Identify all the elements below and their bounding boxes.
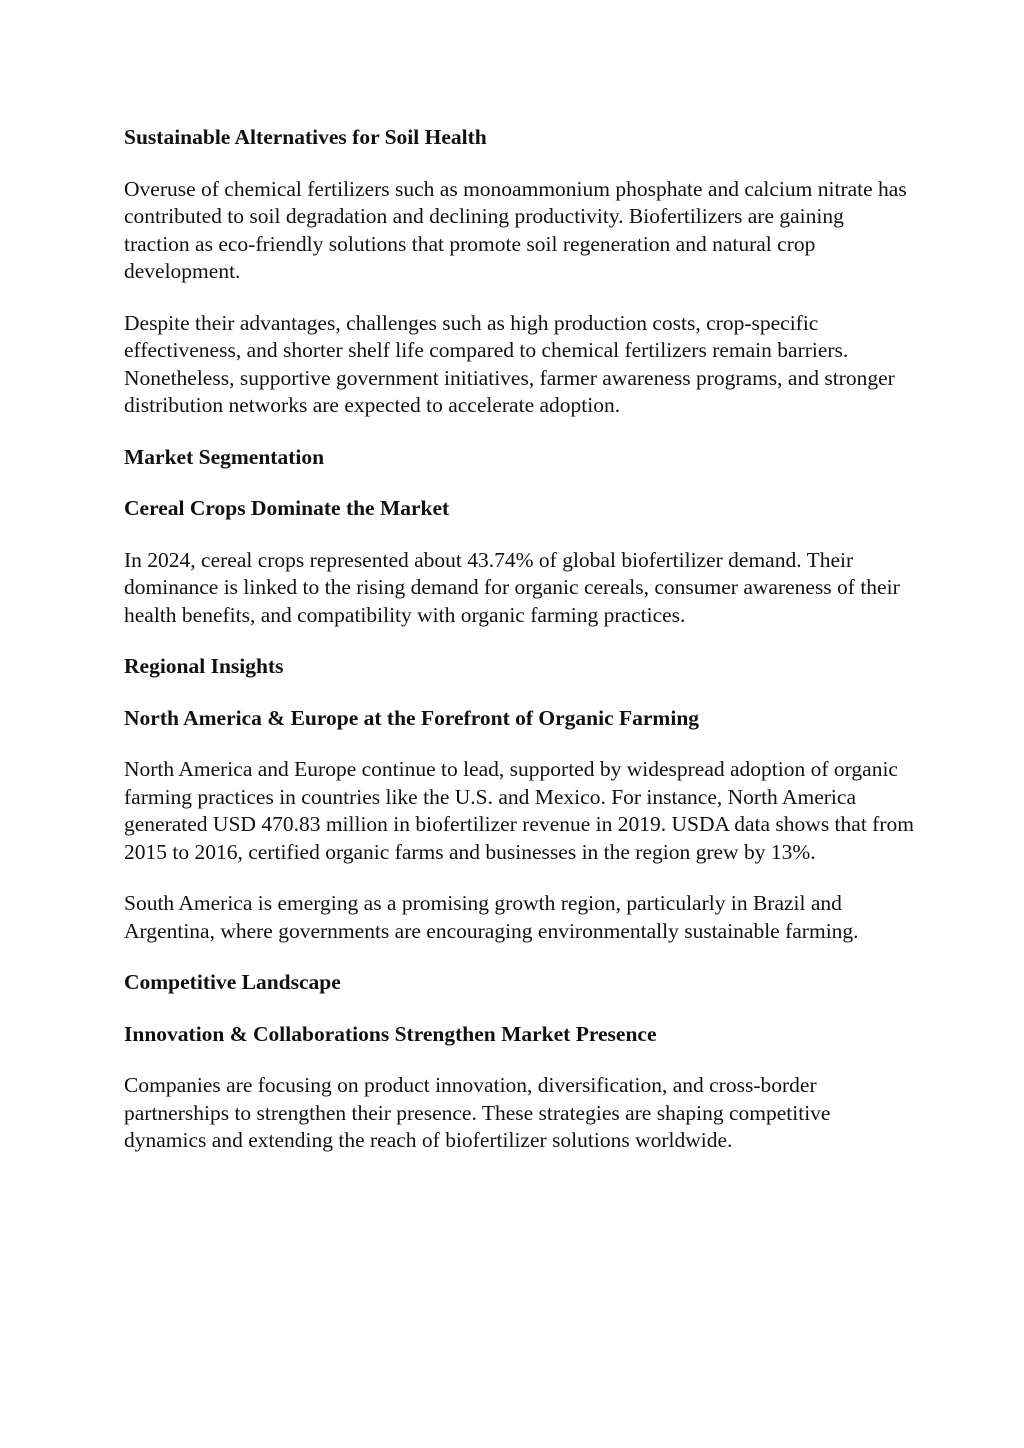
section-heading-soil-health: Sustainable Alternatives for Soil Health — [124, 125, 487, 149]
paragraph-cereal-crops: In 2024, cereal crops represented about 43.74% of global biofertilizer demand. Their dominance is linked to the rising demand for organic cereals, consumer awareness of their health benefits, and compatibility with organic farming practices. — [124, 547, 900, 627]
paragraph-challenges: Despite their advantages, challenges such as high production costs, crop-specific effectiveness, and shorter shelf life compared to chemical fertilizers remain barriers. Nonetheless, supportive government initiatives, farmer awareness programs, and stronger distribution networks are expected to accelerate adoption. — [124, 310, 895, 417]
paragraph-north-america: North America and Europe continue to lead, supported by widespread adoption of organic farming practices in countries like the U.S. and Mexico. For instance, North America generated USD 470.83 million in biofertilizer revenue in 2019. USDA data shows that from 2015 to 2016, certified organic farms and businesses in the region grew by 13%. — [124, 757, 914, 864]
section-heading-regional-insights: Regional Insights — [124, 654, 284, 678]
paragraph-companies: Companies are focusing on product innovation, diversification, and cross-border partnerships to strengthen their presence. These strategies are shaping competitive dynamics and extending the reach of biofertilizer solutions worldwide. — [124, 1073, 831, 1152]
subheading-innovation: Innovation & Collaborations Strengthen Market Presence — [124, 1021, 657, 1046]
section-heading-competitive-landscape: Competitive Landscape — [124, 970, 341, 994]
subheading-north-america-europe: North America & Europe at the Forefront of Organic Farming — [124, 705, 700, 730]
subheading-cereal-crops: Cereal Crops Dominate the Market — [124, 496, 450, 520]
section-heading-market-segmentation: Market Segmentation — [124, 444, 325, 469]
paragraph-chemical-fertilizers: Overuse of chemical fertilizers such as monoammonium phosphate and calcium nitrate has contributed to soil degradation and declining productivity. Biofertilizers are gaining traction as eco-friendly solutions that promote soil regeneration and natural crop development. — [124, 176, 907, 283]
paragraph-south-america: South America is emerging as a promising growth region, particularly in Brazil and Argentina, where governments are encouraging environmentally sustainable farming. — [124, 891, 859, 943]
